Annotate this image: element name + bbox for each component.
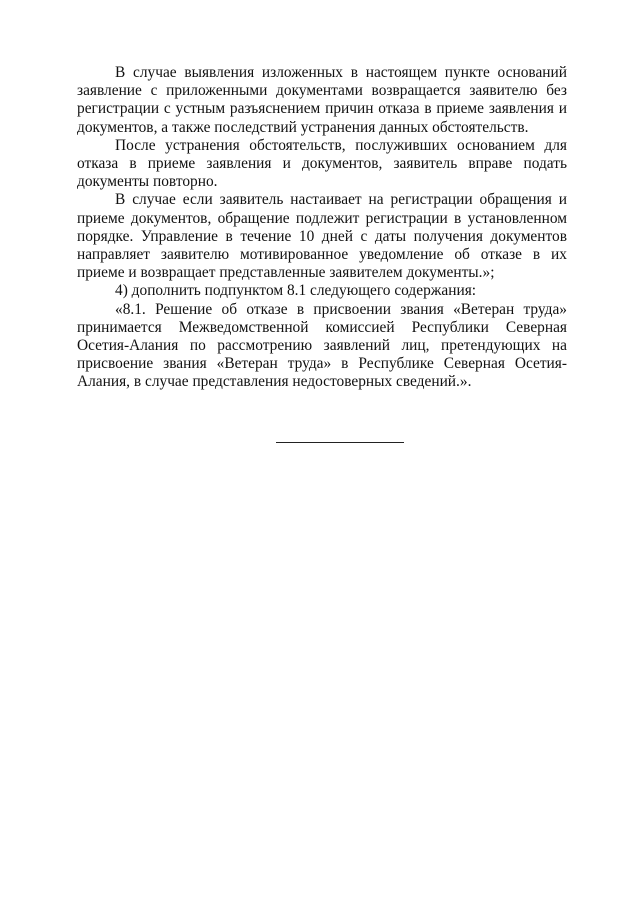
paragraph-registration-insistence: В случае если заявитель настаивает на регистрации обращения и приеме документов, обращение подлежит регистрации в установленном порядке. Управление в течение 10 дней с даты получения документов направляет заявителю мотивированное уведомление об отказе в их приеме и возвращает представленные заявителем документы.»; — [77, 191, 567, 282]
paragraph-amendment-item-4: 4) дополнить подпунктом 8.1 следующего содержания: — [115, 282, 477, 300]
paragraph-subitem-8-1: «8.1. Решение об отказе в присвоении звания «Ветеран труда» принимается Межведомственной комиссией Республики Северная Осетия-Алания по рассмотрению заявлений лиц, претендующих на присвоение звания «Ветеран труда» в Республике Северная Осетия-Алания, в случае представления недостоверных сведений.». — [77, 300, 567, 391]
paragraph-resubmission: После устранения обстоятельств, послуживших основанием для отказа в приеме заявления и документов, заявитель вправе подать документы повторно. — [77, 136, 567, 191]
paragraph-return-without-registration: В случае выявления изложенных в настоящем пункте оснований заявление с приложенными документами возвращается заявителю без регистрации с устным разъяснением причин отказа в приеме заявления и документов, а также последствий устранения данных обстоятельств. — [77, 64, 567, 136]
document-body — [77, 64, 567, 392]
end-separator-line — [276, 442, 404, 443]
